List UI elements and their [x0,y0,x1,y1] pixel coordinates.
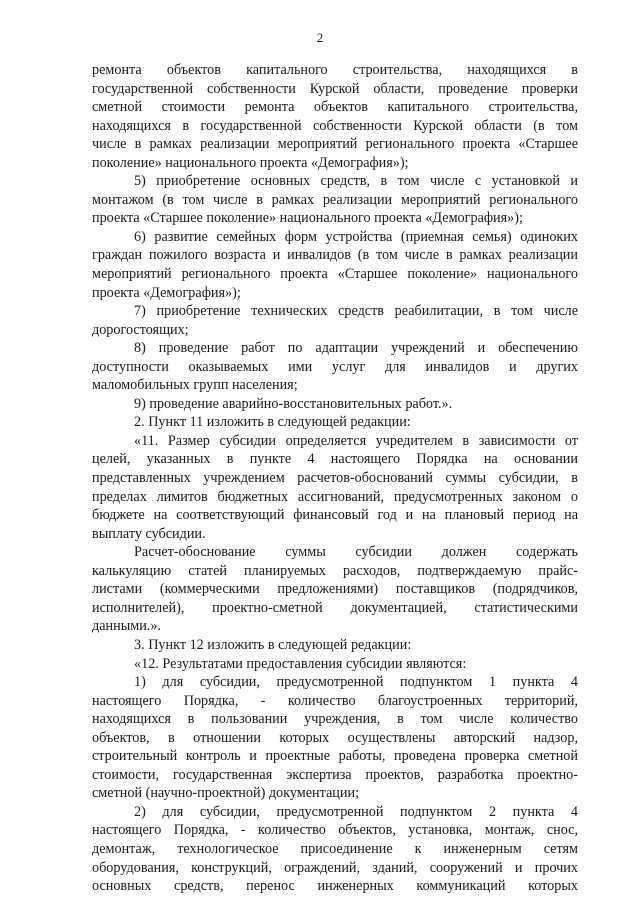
text-line: демонтаж, технологическое присоединение к инженерным сетям [92,840,578,857]
text-line: 6) развитие семейных форм устройства (приемная семья) одиноких [134,228,578,245]
text-line: монтажом (в том числе в рамках реализации мероприятий регионального [92,191,578,208]
text-line: представленных учреждением расчетов-обоснований суммы субсидии, в [92,470,578,487]
document-body [92,61,578,896]
text-line: мероприятий регионального проекта «Старшее поколение» национального [92,266,578,283]
text-line: исполнителей), проектно-сметной документацией, статистическими [92,599,578,616]
text-line: объектов, в отношении которых осуществлены авторский надзор, [92,729,578,746]
text-line: Расчет-обоснование суммы субсидии должен содержать [134,544,578,561]
text-line: 1) для субсидии, предусмотренной подпунктом 1 пункта 4 [134,674,578,691]
text-line: «11. Размер субсидии определяется учредителем в зависимости от [134,432,578,449]
text-line: сметной (научно-проектной) документации; [92,785,360,802]
text-line: находящихся в пользовании учреждения, в том числе количество [92,711,578,728]
text-line: «12. Результатами предоставления субсидии являются: [134,655,467,672]
text-line: 3. Пункт 12 изложить в следующей редакции: [134,636,412,653]
page-number: 2 [316,30,324,45]
text-line: находящихся в государственной собственности Курской области (в том [92,117,578,134]
text-line: данными.». [92,618,161,635]
text-line: листами (коммерческими предложениями) поставщиков (подрядчиков, [92,581,578,598]
text-line: целей, указанных в пункте 4 настоящего Порядка на основании [92,451,578,468]
text-line: калькуляцию статей планируемых расходов, подтверждаемую прайс- [92,562,578,579]
text-line: ремонта объектов капитального строительства, находящихся в [92,62,578,78]
text-line: сметной стоимости ремонта объектов капитального строительства, [92,99,578,116]
text-line: настоящего Порядка, - количество благоустроенных территорий, [92,692,578,709]
text-line: оборудования, конструкций, ограждений, зданий, сооружений и прочих [92,859,578,876]
text-line: маломобильных групп населения; [92,377,298,394]
text-line: пределах лимитов бюджетных ассигнований, предусмотренных законом о [92,488,578,505]
text-line: 2) для субсидии, предусмотренной подпунктом 2 пункта 4 [134,803,578,820]
text-line: бюджете на соответствующий финансовый год и на плановый период на [92,507,578,524]
text-line: стоимости, государственная экспертиза проектов, разработка проектно- [92,766,578,783]
text-line: граждан пожилого возраста и инвалидов (в том числе в рамках реализации [92,247,578,264]
text-line: 9) проведение аварийно-восстановительных работ.». [134,395,453,412]
text-line: выплату субсидии. [92,525,206,542]
text-line: проекта «Старшее поколение» национального проекта «Демография»); [92,210,523,227]
text-line: 7) приобретение технических средств реабилитации, в том числе [134,303,578,320]
text-line: проекта «Демография»); [92,284,241,301]
text-line: поколение» национального проекта «Демография»); [92,154,409,171]
text-line: строительный контроль и проектные работы, проведена проверка сметной [92,748,578,765]
text-line: 5) приобретение основных средств, в том числе с установкой и [134,173,578,190]
text-line: настоящего Порядка, - количество объектов, установка, монтаж, снос, [92,822,578,839]
text-line: основных средств, перенос инженерных коммуникаций которых [92,878,578,895]
text-line: доступности оказываемых ими услуг для инвалидов и других [92,358,578,375]
text-line: государственной собственности Курской области, проведение проверки [92,80,578,97]
text-line: дорогостоящих; [92,321,189,338]
text-line: 8) проведение работ по адаптации учреждений и обеспечению [134,340,578,357]
text-line: числе в рамках реализации мероприятий регионального проекта «Старшее [92,136,578,153]
text-line: 2. Пункт 11 изложить в следующей редакции: [134,414,411,431]
